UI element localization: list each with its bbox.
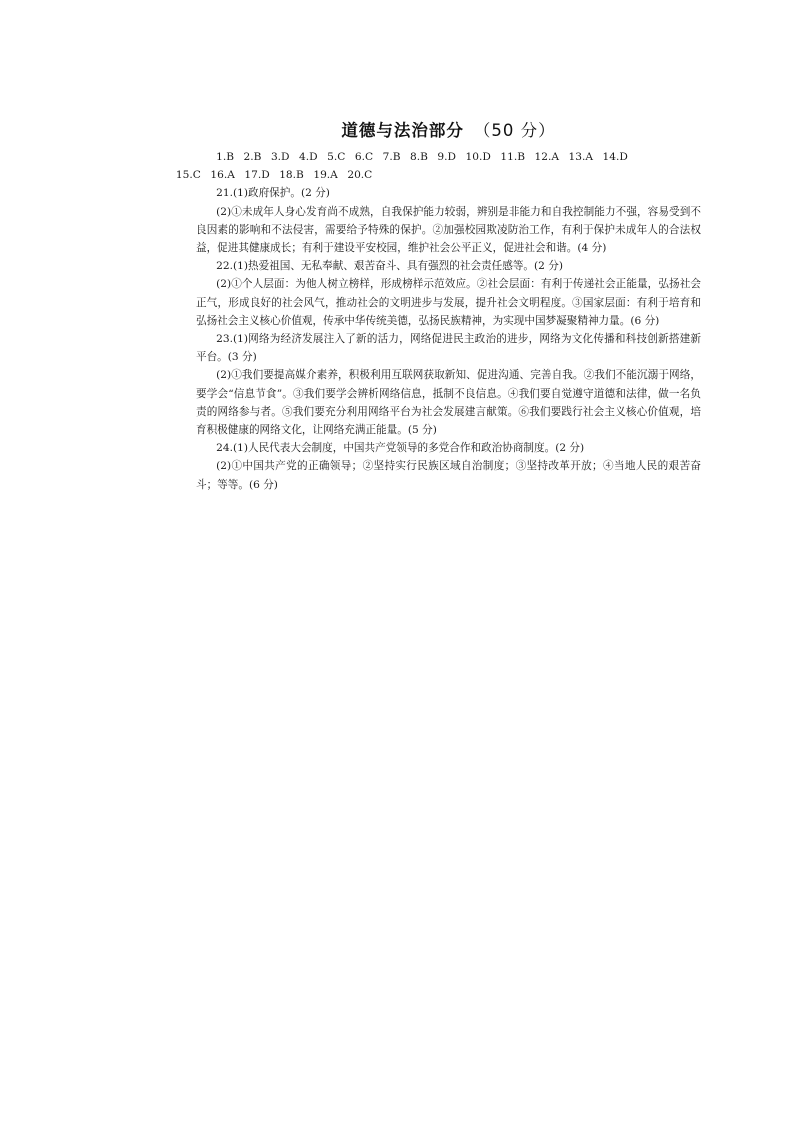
- choice-answer: 16.A: [210, 169, 235, 182]
- choice-answer: 5.C: [327, 151, 346, 163]
- answer-23-1: 23.(1)网络为经济发展注入了新的活力，网络促进民主政治的进步，网络为文化传播和科技创新搭建新平台。(3 分): [196, 333, 701, 364]
- choice-answer: 18.B: [279, 169, 304, 182]
- choice-answer: 3.D: [270, 151, 290, 163]
- answer-21-2: (2)①未成年人身心发育尚不成熟，自我保护能力较弱，辨别是非能力和自我控制能力不强，容易受到不良因素的影响和不法侵害，需要给予特殊的保护。②加强校园欺凌防治工作，有利于保护未成年人的合法权益，促进其健康成长；有利于建设平安校园，维护社会公平正义，促进社会和谐。(4 分): [196, 205, 701, 255]
- choice-answer: 10.D: [465, 151, 491, 163]
- choice-answer: 6.C: [354, 151, 374, 163]
- choice-answer: 2.B: [243, 151, 262, 163]
- choice-answer: 14.D: [602, 151, 628, 163]
- choice-answer: 8.B: [410, 151, 428, 163]
- answer-22-1: 22.(1)热爱祖国、无私奉献、艰苦奋斗、具有强烈的社会责任感等。(2 分): [216, 260, 563, 273]
- multiple-choice-answers: [175, 148, 701, 184]
- choice-answer: 17.D: [244, 169, 270, 182]
- section-score: （50 分）: [473, 121, 556, 140]
- choice-answer: 1.B: [216, 151, 235, 163]
- answer-24-2: (2)①中国共产党的正确领导；②坚持实行民族区域自治制度；③坚持改革开放；④当地人民的艰苦奋斗；等等。(6 分): [196, 460, 701, 491]
- choice-answer: 9.D: [437, 151, 457, 163]
- section-title: [196, 120, 701, 142]
- choice-answer: 20.C: [347, 169, 373, 182]
- answer-24-1: 24.(1)人民代表大会制度，中国共产党领导的多党合作和政治协商制度。(2 分): [216, 442, 585, 455]
- choice-answer: 13.A: [568, 151, 593, 163]
- choice-answer: 15.C: [175, 169, 201, 182]
- answer-22-2: (2)①个人层面：为他人树立榜样，形成榜样示范效应。②社会层面：有利于传递社会正能量，弘扬社会正气，形成良好的社会风气，推动社会的文明进步与发展，提升社会文明程度。③国家层面：有利于培育和弘扬社会主义核心价值观，传承中华传统美德，弘扬民族精神，为实现中国梦凝聚精神力量。(6 分): [196, 278, 701, 327]
- section-title-text: 道德与法治部分: [341, 121, 464, 140]
- choice-answer: 12.A: [534, 151, 559, 163]
- answer-content: [175, 120, 701, 494]
- choice-answer: 11.B: [500, 151, 525, 163]
- answer-23-2: (2)①我们要提高媒介素养，积极利用互联网获取新知、促进沟通、完善自我。②我们不能沉溺于网络，要学会“信息节食”。③我们要学会辨析网络信息，抵制不良信息。④我们要自觉遵守道德和法律，做一名负责的网络参与者。⑤我们要充分利用网络平台为社会发展建言献策。⑥我们要践行社会主义核心价值观，培育积极健康的网络文化，让网络充满正能量。(5 分): [196, 369, 701, 437]
- answer-21-1: 21.(1)政府保护。(2 分): [216, 187, 330, 200]
- choice-answer: 7.B: [382, 151, 401, 163]
- choice-answer: 19.A: [313, 169, 338, 182]
- choice-answer: 4.D: [299, 151, 318, 163]
